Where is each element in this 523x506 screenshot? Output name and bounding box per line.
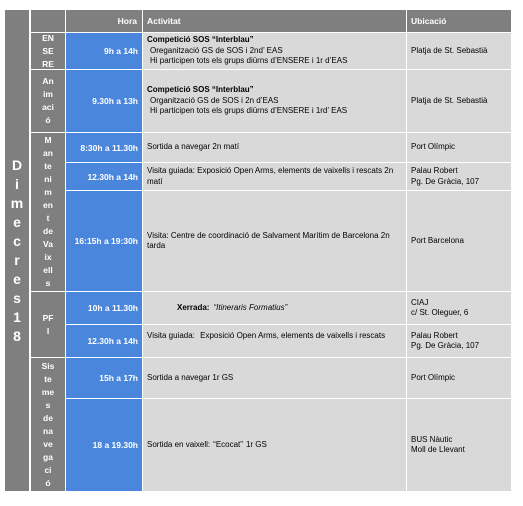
group-text: M	[44, 135, 52, 145]
header-time: Hora	[66, 10, 142, 32]
group-text: te	[44, 161, 52, 171]
group-text: de	[43, 226, 53, 236]
location-line: Port Olímpic	[411, 142, 456, 152]
location-line: Port Barcelona	[411, 235, 464, 245]
location-line: Pg. De Gràcia, 107	[411, 176, 480, 186]
activity-line: Sortida a navegar 1r GS	[147, 372, 234, 382]
day-letter: s	[13, 289, 21, 306]
activity-cell	[143, 191, 406, 291]
location-cell	[407, 33, 511, 69]
group-text: An	[42, 76, 54, 86]
activity-cell	[143, 70, 406, 132]
activity-line: Organització GS de SOS i 2n d’EAS	[150, 95, 279, 105]
location-line: Platja de St. Sebastià	[411, 45, 488, 55]
group-text: s	[45, 399, 51, 410]
group-text: I	[46, 325, 50, 336]
day-label	[5, 10, 29, 491]
group-sistemes-navegacio	[31, 358, 65, 491]
location-line: Moll de Llevant	[411, 445, 465, 454]
day-letter: m	[10, 194, 24, 211]
location-line: BUS Nàutic	[411, 434, 453, 444]
location-cell	[407, 163, 511, 190]
activity-line: Exposició Open Arms, elements de vaixells i rescats	[200, 331, 386, 340]
header-activity: Activitat	[143, 10, 406, 32]
activity-title: Xerrada:	[177, 302, 210, 312]
day-letter: 8	[13, 327, 21, 344]
location-cell	[407, 358, 511, 398]
group-text: an	[43, 148, 53, 158]
group-text: ga	[43, 451, 53, 462]
day-letter: c	[13, 232, 21, 249]
activity-title: Visita guiada:	[147, 331, 195, 340]
group-text: na	[43, 425, 53, 436]
time-cell: 9.30h a 13h	[66, 70, 142, 132]
group-manteniment-vaixells	[31, 133, 65, 291]
group-text: m	[44, 187, 52, 197]
location-line: Palau Robert	[411, 166, 458, 175]
activity-line: Visita: Centre de coordinació de Salvament Marítim de Barcelona 2n tarda	[147, 230, 390, 250]
group-header-blank	[31, 10, 65, 32]
activity-line: Hi participen tots els grups diürns d’ENSERE i 1r d’EAS	[150, 56, 348, 66]
activity-line: Hi participen tots els grups diürns d’ENSERE i 1rd’ EAS	[150, 106, 348, 116]
group-text: Sis	[41, 360, 55, 371]
group-text: im	[43, 89, 53, 99]
location-line: Pg. De Gràcia, 107	[411, 341, 480, 350]
group-text: t	[46, 213, 50, 223]
day-letter: 1	[13, 308, 21, 325]
day-letter: r	[14, 251, 20, 268]
day-letter: e	[13, 270, 21, 287]
group-text: en	[43, 200, 53, 210]
day-letter: e	[13, 213, 21, 230]
group-ensere	[31, 33, 65, 69]
location-cell	[407, 191, 511, 291]
group-text: ci	[44, 464, 52, 475]
location-cell	[407, 292, 511, 324]
time-cell: 18 a 19.30h	[66, 399, 142, 491]
activity-cell	[143, 33, 406, 69]
group-text: s	[45, 278, 51, 288]
activity-line: Visita guiada: Exposició Open Arms, elements de vaixells i rescats 2n matí	[147, 166, 394, 186]
group-text: RE	[42, 58, 54, 69]
day-letter: D	[11, 156, 23, 173]
group-text: ni	[44, 174, 52, 184]
location-cell	[407, 70, 511, 132]
group-text: de	[43, 412, 53, 423]
day-letter: i	[15, 175, 19, 192]
time-cell: 15h a 17h	[66, 358, 142, 398]
location-cell	[407, 325, 511, 357]
location-line: Platja de St. Sebastià	[411, 95, 488, 105]
group-text: PF	[42, 312, 54, 323]
time-cell: 9h a 14h	[66, 33, 142, 69]
group-text: ve	[43, 438, 53, 449]
group-text: EN	[42, 33, 54, 43]
location-line: c/ St. Oleguer, 6	[411, 308, 469, 317]
group-text: aci	[42, 102, 54, 112]
location-cell	[407, 399, 511, 491]
activity-title: Competició SOS “Interblau”	[147, 35, 254, 45]
activity-title: Competició SOS “Interblau”	[147, 85, 254, 95]
activity-line: Sortida a navegar 2n matí	[147, 142, 240, 152]
activity-cell	[143, 358, 406, 398]
activity-line: “Ecocat”	[213, 439, 243, 449]
group-animacio	[31, 70, 65, 132]
group-text: ell	[43, 265, 53, 275]
activity-cell	[143, 163, 406, 190]
location-cell	[407, 133, 511, 162]
group-text: ó	[45, 115, 51, 125]
time-cell: 12.30h a 14h	[66, 163, 142, 190]
time-cell: 8:30h a 11.30h	[66, 133, 142, 162]
time-cell: 10h a 11.30h	[66, 292, 142, 324]
time-cell: 12.30h a 14h	[66, 325, 142, 357]
activity-cell	[143, 292, 406, 324]
group-text: Va	[43, 239, 53, 249]
group-text: me	[41, 386, 55, 397]
header-location: Ubicació	[407, 10, 511, 32]
activity-cell	[143, 399, 406, 491]
group-text: te	[44, 373, 52, 384]
location-line: Port Olímpic	[411, 372, 456, 382]
group-text: SE	[42, 45, 54, 56]
activity-title: Sortida en vaixell:	[147, 439, 211, 449]
group-pfi	[31, 292, 65, 357]
location-line: Palau Robert	[411, 330, 458, 340]
activity-line: 1r GS	[245, 439, 267, 449]
time-cell: 16:15h a 19:30h	[66, 191, 142, 291]
activity-line: “Itineraris Formatius”	[213, 302, 288, 312]
location-line: CIAJ	[411, 297, 429, 307]
activity-line: Oreganització GS de SOS i 2nd’ EAS	[150, 45, 283, 55]
activity-cell	[143, 325, 406, 357]
group-text: ó	[45, 477, 51, 488]
activity-cell	[143, 133, 406, 162]
group-text: ix	[44, 252, 52, 262]
